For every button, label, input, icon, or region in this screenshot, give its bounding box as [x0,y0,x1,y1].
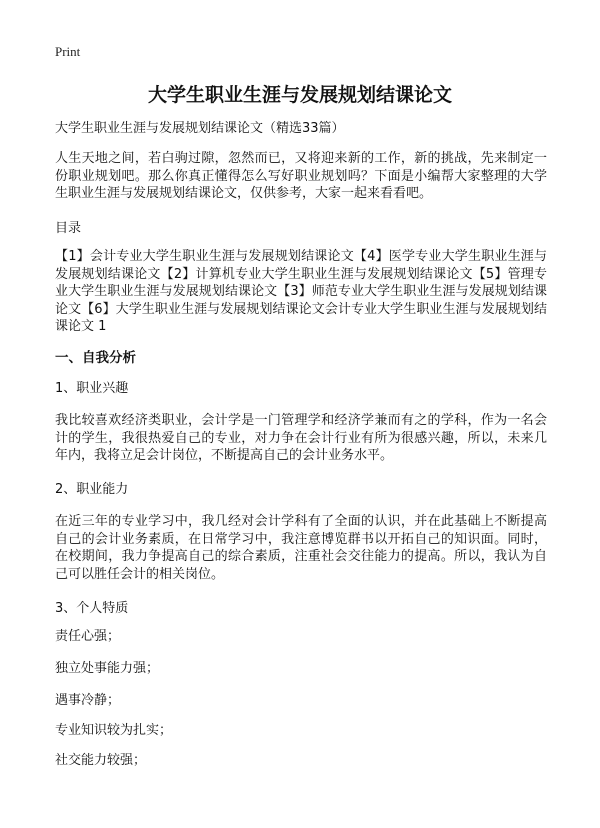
print-link[interactable]: Print [55,44,81,59]
trait-item: 社交能力较强； [55,753,147,768]
career-ability-paragraph: 在近三年的专业学习中，我几经对会计学科有了全面的认识，并在此基础上不断提高自己的会计业务素质，在日常学习中，我注意博览群书以开拓自己的知识面。同时，在校期间，我力争提高自己的综合素质，注重社会交往能力的提高。所以，我认为自己可以胜任会计的相关岗位。 [55,514,547,582]
page-title: 大学生职业生涯与发展规划结课论文 [147,84,452,106]
toc-list[interactable]: 【1】会计专业大学生职业生涯与发展规划结课论文【4】医学专业大学生职业生涯与发展规划结课论文【2】计算机专业大学生职业生涯与发展规划结课论文【5】管理专业大学生职业生涯与发展规划结课论文【3】师范专业大学生职业生涯与发展规划结课论文【6】大学生职业生涯与发展规划结课论文会计专业大学生职业生涯与发展规划结课论文 1 [55,249,547,334]
trait-item: 独立处事能力强； [55,661,160,676]
section-heading-self-analysis: 一、自我分析 [55,350,136,366]
trait-item: 专业知识较为扎实； [55,723,173,738]
subheading-career-ability: 2、职业能力 [55,482,129,497]
intro-paragraph: 人生天地之间，若白驹过隙，忽然而已，又将迎来新的工作，新的挑战，先来制定一份职业规划吧。那么你真正懂得怎么写好职业规划吗？下面是小编帮大家整理的大学生职业生涯与发展规划结课论文，仅供参考，大家一起来看看吧。 [55,151,547,201]
subheading-career-interest: 1、职业兴趣 [55,381,129,396]
toc-label: 目录 [55,221,82,236]
trait-item: 责任心强； [55,629,121,644]
trait-item: 遇事冷静； [55,693,121,708]
subheading-personal-traits: 3、个人特质 [55,601,129,616]
subtitle: 大学生职业生涯与发展规划结课论文（精选33篇） [55,121,345,136]
career-interest-paragraph: 我比较喜欢经济类职业，会计学是一门管理学和经济学兼而有之的学科，作为一名会计的学生，我很热爱自己的专业，对力争在会计行业有所为很感兴趣，所以，未来几年内，我将立足会计岗位，不断提高自己的会计业务水平。 [55,413,547,463]
